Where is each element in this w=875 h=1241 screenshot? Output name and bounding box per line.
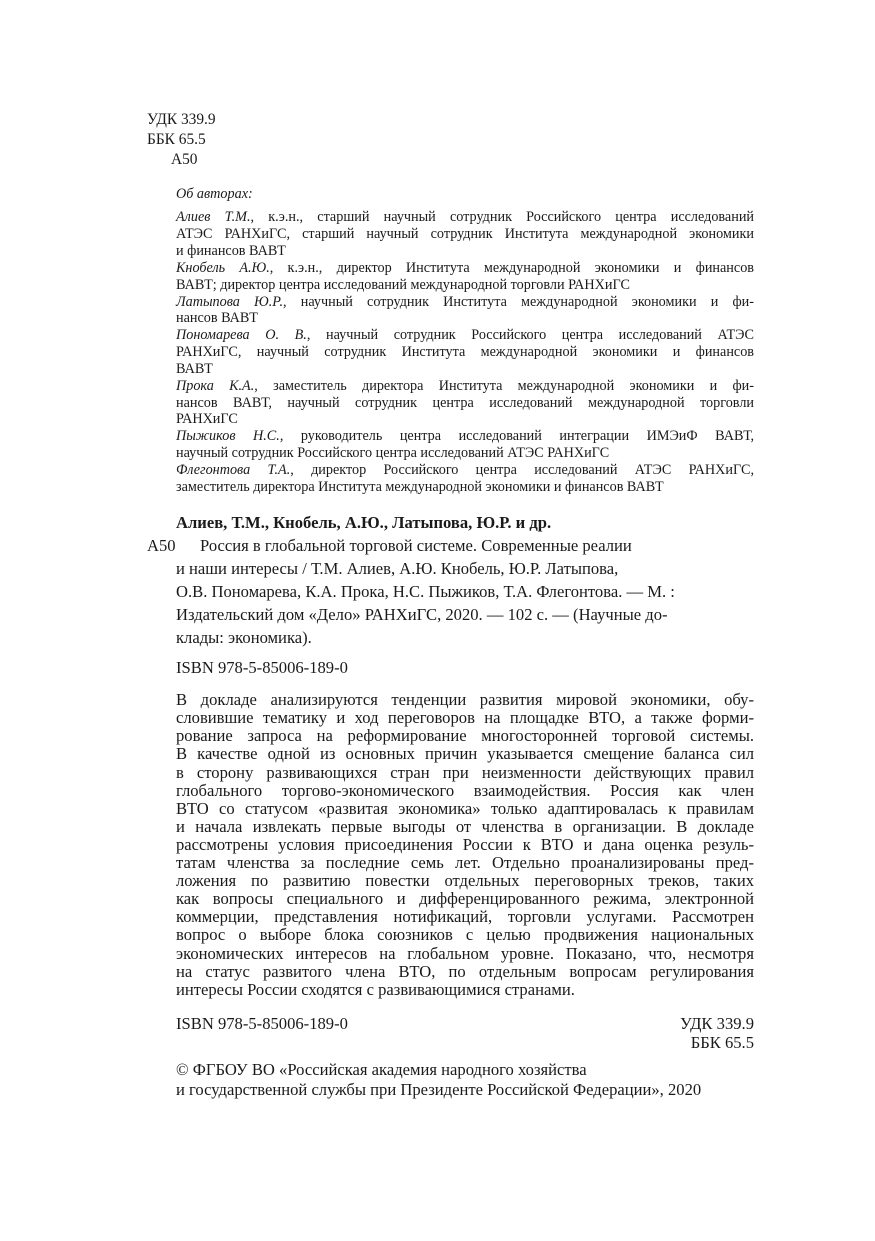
abstract-line: ложения по развитию повестки отдельных переговорных треков, таких	[176, 871, 754, 890]
author-description: научный сотрудник Российского центра исследований АТЭС РАНХиГС	[176, 445, 610, 461]
abstract-line: глобального торгово-экономического взаимодействия. Россия как член	[176, 781, 754, 800]
about-authors-heading: Об авторах:	[176, 186, 253, 202]
author-description: ВАВТ; директор центра исследований международной торговли РАНХиГС	[176, 277, 630, 293]
abstract-line: словившие тематику и ход переговоров на площадке ВТО, а также форми-	[176, 708, 754, 727]
author-line	[176, 395, 754, 412]
footer-bbk: ББК 65.5	[690, 1033, 754, 1052]
bbk-code: ББК 65.5	[147, 131, 206, 148]
author-name: Кнобель А.Ю.	[176, 260, 270, 276]
author-line	[176, 344, 754, 361]
abstract-line: на статус развитого члена ВТО, по отдельным вопросам регулирования	[176, 962, 754, 981]
bibliographic-line: и наши интересы / Т.М. Алиев, А.Ю. Кнобель, Ю.Р. Латыпова,	[176, 559, 619, 578]
copyright-line: и государственной службы при Президенте Российской Федерации», 2020	[176, 1080, 702, 1099]
author-line	[176, 310, 754, 327]
author-description: , к.э.н., директор Института международной экономики и финансов	[269, 260, 754, 276]
author-description: РАНХиГС	[176, 411, 238, 427]
author-description: нансов ВАВТ	[176, 310, 258, 326]
author-description: , директор Российского центра исследований АТЭС РАНХиГС,	[290, 462, 755, 478]
abstract-line: В докладе анализируются тенденции развития мировой экономики, обу-	[176, 690, 754, 709]
author-line	[176, 411, 754, 428]
author-line	[176, 294, 754, 311]
isbn: ISBN 978-5-85006-189-0	[176, 658, 348, 677]
author-description: , к.э.н., старший научный сотрудник Российского центра исследований	[250, 209, 755, 225]
author-name: Прока К.А.	[176, 378, 255, 394]
bibliographic-line: клады: экономика).	[176, 628, 312, 647]
author-description: ВАВТ	[176, 361, 213, 377]
author-description: и финансов ВАВТ	[176, 243, 286, 259]
author-name: Латыпова Ю.Р.	[176, 294, 284, 310]
author-description: заместитель директора Института международной экономики и финансов ВАВТ	[176, 479, 664, 495]
author-description: , руководитель центра исследований интеграции ИМЭиФ ВАВТ,	[279, 428, 755, 444]
abstract-line: интересы России сходятся с развивающимися странами.	[176, 980, 575, 999]
author-name: Алиев Т.М.	[176, 209, 251, 225]
author-line	[176, 243, 754, 260]
abstract-line: вопрос о выборе блока союзников с целью продвижения национальных	[176, 925, 754, 944]
abstract-line: В качестве одной из основных причин указывается смещение баланса сил	[176, 744, 754, 763]
author-line	[176, 462, 754, 479]
udk-code: УДК 339.9	[147, 111, 216, 128]
abstract-line: коммерции, представления нотификаций, торговли услугами. Рассмотрен	[176, 907, 754, 926]
bibliographic-line: Россия в глобальной торговой системе. Современные реалии	[200, 536, 632, 555]
author-line	[176, 378, 754, 395]
author-description: нансов ВАВТ, научный сотрудник центра исследований международной торговли	[176, 395, 754, 411]
abstract-line: рование запроса на реформирование многосторонней торговой системы.	[176, 726, 754, 745]
author-description: АТЭС РАНХиГС, старший научный сотрудник Института международной экономики	[176, 226, 754, 242]
author-line	[176, 327, 754, 344]
bibliographic-line: Издательский дом «Дело» РАНХиГС, 2020. — 102 с. — (Научные до-	[176, 605, 668, 624]
abstract-line: рассмотрены условия присоединения России к ВТО и дана оценка резуль-	[176, 835, 754, 854]
author-description: , научный сотрудник Российского центра исследований АТЭС	[306, 327, 754, 343]
author-line	[176, 226, 754, 243]
author-line	[176, 209, 754, 226]
author-description: , заместитель директора Института международной экономики и фи-	[254, 378, 754, 394]
author-name: Флегонтова Т.А.	[176, 462, 291, 478]
author-mark: А50	[171, 151, 198, 168]
bibliographic-mark: А50	[147, 536, 176, 555]
footer-isbn: ISBN 978-5-85006-189-0	[176, 1014, 348, 1033]
abstract-line: и начала извлекать первые выгоды от членства в организации. В докладе	[176, 817, 754, 836]
author-line	[176, 428, 754, 445]
author-name: Пыжиков Н.С.	[176, 428, 280, 444]
author-line	[176, 479, 754, 496]
author-line	[176, 277, 754, 294]
author-line	[176, 445, 754, 462]
bibliographic-line: О.В. Пономарева, К.А. Прока, Н.С. Пыжиков, Т.А. Флегонтова. — М. :	[176, 582, 675, 601]
author-name: Пономарева О. В.	[176, 327, 307, 343]
bibliographic-authors: Алиев, Т.М., Кнобель, А.Ю., Латыпова, Ю.Р. и др.	[176, 513, 552, 532]
abstract-line: экономических интересов на глобальном уровне. Показано, что, несмотря	[176, 944, 754, 963]
author-line	[176, 361, 754, 378]
abstract-line: татам членства за последние семь лет. Отдельно проанализированы пред-	[176, 853, 754, 872]
copyright-line: © ФГБОУ ВО «Российская академия народного хозяйства	[176, 1060, 587, 1079]
abstract-line: как вопросы специального и дифференцированного режима, электронной	[176, 889, 754, 908]
author-description: , научный сотрудник Института международной экономики и фи-	[283, 294, 754, 310]
abstract-line: в сторону развивающихся стран при неизменности действующих правил	[176, 763, 754, 782]
author-line	[176, 260, 754, 277]
author-description: РАНХиГС, научный сотрудник Института международной экономики и финансов	[176, 344, 754, 360]
abstract-line: ВТО со статусом «развитая экономика» только адаптировалась к правилам	[176, 799, 754, 818]
footer-udk: УДК 339.9	[680, 1014, 754, 1033]
